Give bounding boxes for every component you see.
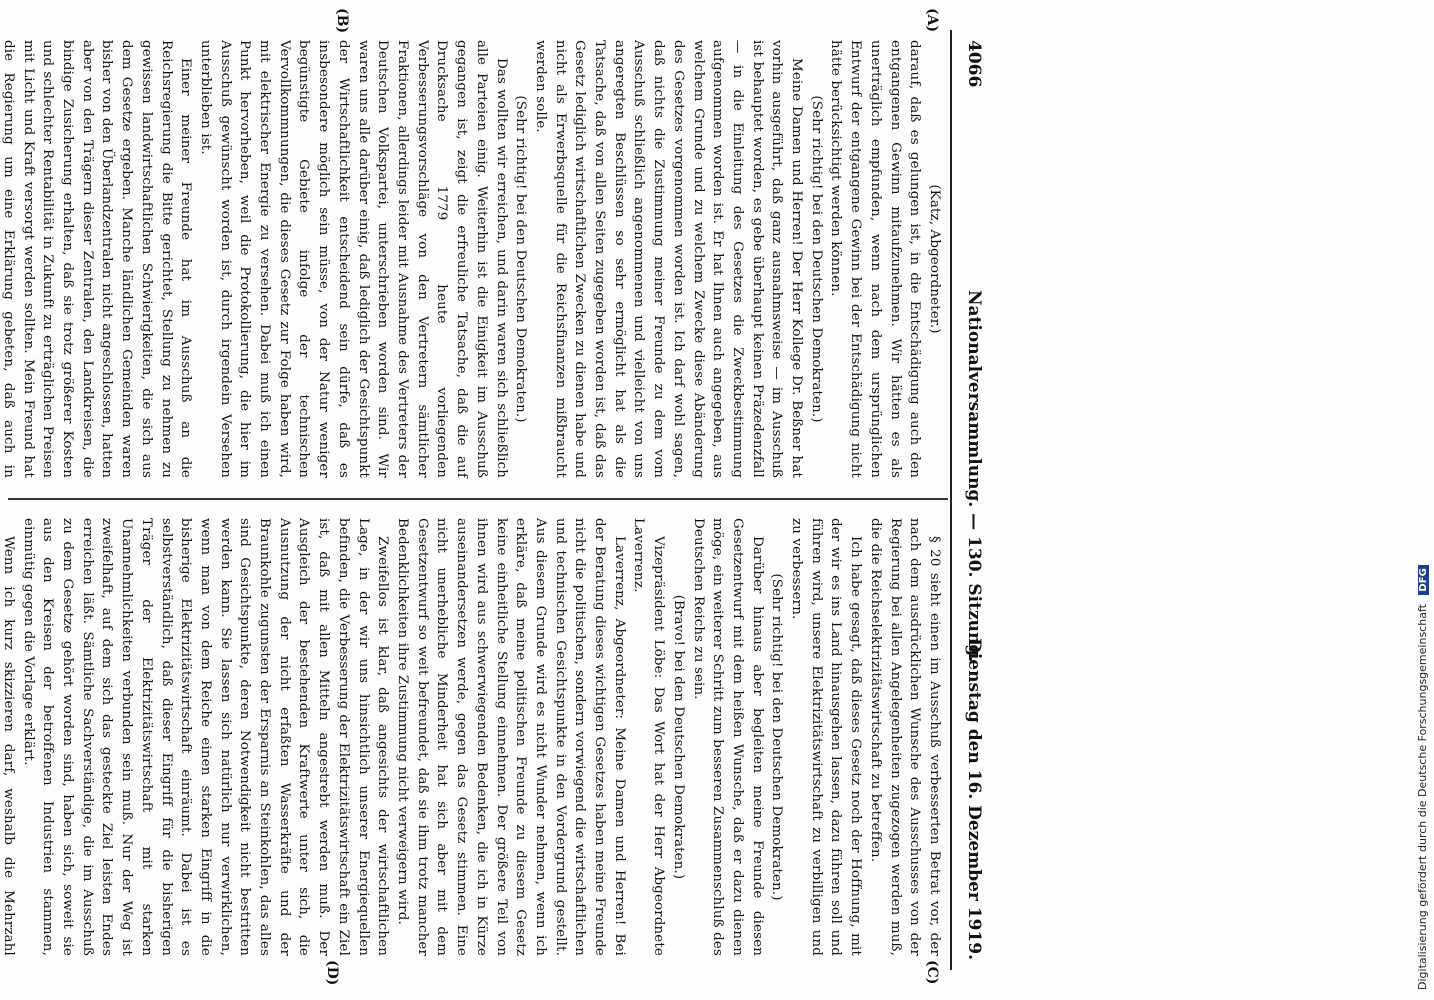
footer-credit: [1416, 10, 1429, 990]
paragraph: darauf, daß es gelungen ist, in die Entschädigung auch den entgangenen Gewinn mitaufzunehmen. Wir hätten es als unerträglich empfunden, wenn nach dem ursprünglichen Entwurf der entgangene Gewinn bei der Entschädigung nicht hätte berücksichtigt werden können.: [828, 40, 923, 478]
left-column: [0, 40, 944, 478]
speaker-continuation: (Katz, Abgeordneter.): [927, 184, 942, 334]
paragraph: Zweifellos ist klar, daß angesichts der wirtschaftlichen Lage, in der wir uns hinsichtlich unserer Energiequellen befinden, die Verbesserung der Elektrizitätswirtschaft ein Ziel ist, daß mit allen Mitteln angestrebt werden muß. Der Ausgleich der bestehenden Kraftwerte unter sich, die Ausnutzung der nicht erfaßten Wasserkräfte und der Braunkohle zugunsten der Ersparnis an Steinkohlen, das alles sind Gesichtspunkte, deren Notwendigkeit nicht bestritten werden kann. Sie lassen sich natürlich nur verwirklichen, wenn man von dem Reiche einen starken Eingriff in die bisherige Elektrizitätswirtschaft einräumt. Dabei ist es selbstverständlich, daß dieser Eingriff für die bisherigen Träger der Elektrizitätswirtschaft mit starken Unannehmlichkeiten verbunden sein muß. Nur der Weg ist zweifelhaft, auf dem sich das gesteckte Ziel leisten Endes erreichen läßt. Sämtliche Sachverständige, die im Ausschuß zu dem Gesetze gehört worden sind, haben sich, soweit sie aus den Kreisen der betroffenen Industrien stammen, einmütig gegen die Vorlage erklärt.: [20, 518, 391, 956]
credit-text: Digitalisierung gefördert durch die Deutsche Forschungsgemeinschaft: [1416, 604, 1429, 990]
interjection: (Sehr richtig! bei den Deutschen Demokraten.): [513, 95, 529, 423]
right-column: [0, 518, 944, 956]
dfg-logo: DFG: [1418, 565, 1429, 594]
interjection: (Sehr richtig! bei den Deutschen Demokraten.): [769, 573, 785, 901]
paragraph: § 20 sieht einen im Ausschuß verbesserten Betrat vor, der nach dem ausdrücklichen Wunsche des Ausschusses von der Regierung bei allen Angelegenheiten zugezogen werden muß, die die Reichselektrizitätswirtschaft zu betreffen.: [867, 518, 942, 956]
paragraph: Wenn ich kurz skizzieren darf, weshalb die Mehrzahl: [0, 536, 16, 956]
session-date: Dienstag den 16. Dezember 1919.: [964, 638, 984, 960]
margin-marker-c: (C): [924, 960, 940, 985]
column-divider: [8, 498, 948, 500]
paragraph: Das wollten wir erreichen, und darin waren sich schließlich alle Parteien einig. Weiterhin ist die Einigkeit im Ausschuß gegangen ist, zeigt die erfreuliche Tatsache, daß die auf Drucksache 1779 heute vorliegenden Verbesserungsvorschläge von den Vertretern sämtlicher Fraktionen, allerdings leider mit Ausnahme des Vertreters der Deutschen Volkspartei, unterschrieben worden sind. Wir waren uns alle darüber einig, daß lediglich der Gesichtspunkt der Wirtschaftlichkeit entscheidend sein dürfe, daß es insbesondere möglich sein müsse, von der Natur weniger begünstigte Gebiete infolge der technischen Vervollkommnungen, die dieses Gesetz zur Folge haben wird, mit elektrischer Energie zu versehen. Dabei muß ich einen Punkt hervorheben, weil die Protokollierung, die hier im Ausschuß gewünscht worden ist, durch irgendein Versehen unterblieben ist.: [197, 40, 509, 478]
paragraph: Darüber hinaus aber begleiten meine Freunde diesen Gesetzentwurf mit dem heißen Wunsche, daß er dazu dienen möge, ein weiterer Schritt zum besseren Zusammenschluß des Deutschen Reichs zu sein.: [690, 518, 765, 956]
paragraph: Laverrenz, Abgeordneter: Meine Damen und Herren! Bei der Beratung dieses wichtigen Gesetzes haben meine Freunde nicht die politischen, sondern vorwiegend die wirtschaftlichen und technischen Gesichtspunkte in den Vordergrund gestellt. Aus diesem Grunde wird es nicht Wunder nehmen, wenn ich erkläre, daß meine politischen Freunde zu diesem Gesetz keine einheitliche Stellung einnehmen. Der größere Teil von ihnen wird aus schwerwiegenden Bedenken, die ich in Kürze auseinandersetzen werde, gegen das Gesetz stimmen. Eine nicht unerhebliche Minderheit hat sich aber mit dem Gesetzentwurf so weit befreundet, daß sie ihm trotz mancher Bedenklichkeiten ihre Zustimmung nicht verweigern wird.: [395, 518, 627, 956]
paragraph: Ich habe gesagt, daß dieses Gesetz noch der Hoffnung, mit der wir es ins Land hinausgehen lassen, dazu führen soll und führen wird, unsere Elektrizitätswirtschaft zu verbilligen und zu verbessern.: [789, 518, 864, 956]
margin-marker-b: (B): [334, 8, 350, 34]
margin-marker-a: (A): [924, 8, 940, 33]
interjection: (Bravo! bei den Deutschen Demokraten.): [670, 594, 686, 880]
page-number: 4066: [964, 40, 984, 88]
digitization-footer: [1414, 0, 1434, 1000]
interjection: (Sehr richtig! bei den Deutschen Demokraten.): [808, 95, 824, 423]
page-header: [956, 40, 992, 960]
margin-marker-d: (D): [324, 960, 340, 986]
paragraph: Meine Damen und Herren! Der Herr Kollege Dr. Beßner hat vorhin ausgeführt, daß ganz ausnahmsweise — im Ausschuß ist behauptet worden, es gebe überhaupt keinen Präzedenzfall — in die Einleitung des Gesetzes die Zweckbestimmung aufgenommen worden ist. Er hat Ihnen auch angegeben, aus welchem Grunde und zu welchem Zwecke diese Abänderung des Gesetzes vorgenommen worden ist. Ich darf wohl sagen, daß nichts die Zustimmung meiner Freunde zu dem vom Ausschuß schließlich angenommenen und vielleicht von uns angeregten Beschlüssen so sehr ermöglicht hat als die Tatsache, daß von allen Seiten zugegeben worden ist, daß das Gesetz lediglich wirtschaftlichen Zwecken zu dienen habe und nicht als Erwerbsquelle für die Reichsfinanzen mißbraucht werden solle.: [532, 40, 805, 478]
paragraph: Einer meiner Freunde hat im Ausschuß an die Reichsregierung die Bitte gerichtet, Stellung zu nehmen zu gewissen landwirtschaftlichen Schwierigkeiten, die sich aus dem Gesetze ergeben. Manche ländlichen Gemeinden waren bisher von den Überlandzentralen nicht angeschlossen, hatten aber von den Trägern dieser Zentralen, den Landkreisen, die bindige Zusicherung erhalten, daß sie trotz größerer Kosten und schlechter Rentabilität in Zukunft zu erträglichen Preisen mit Licht und Kraft versorgt werden sollten. Mein Freund hat die Regierung um eine Erklärung gebeten, daß auch in: [0, 40, 194, 478]
header-rule: [950, 30, 952, 970]
page-title: Nationalversammlung. — 130. Sitzung.: [964, 290, 984, 663]
speaker-intro: Vizepräsident Löbe: Das Wort hat der Herr Abgeordnete Laverrenz.: [631, 518, 667, 956]
